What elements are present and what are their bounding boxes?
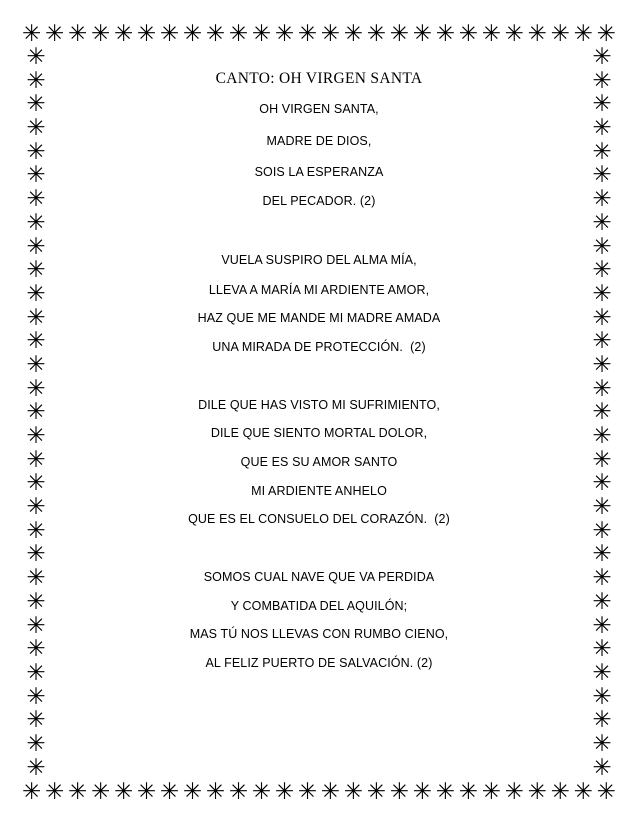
asterisk-star-icon: ✳ bbox=[205, 20, 226, 47]
asterisk-star-icon: ✳ bbox=[592, 209, 612, 236]
lyric-line: SOMOS CUAL NAVE QUE VA PERDIDA bbox=[203, 570, 435, 584]
asterisk-star-icon: ✳ bbox=[596, 778, 616, 805]
asterisk-star-icon: ✳ bbox=[182, 778, 203, 805]
asterisk-star-icon: ✳ bbox=[592, 588, 612, 615]
asterisk-star-icon: ✳ bbox=[26, 375, 46, 402]
asterisk-star-icon: ✳ bbox=[412, 778, 433, 805]
asterisk-star-icon: ✳ bbox=[527, 20, 547, 47]
asterisk-star-icon: ✳ bbox=[44, 778, 65, 805]
asterisk-star-icon: ✳ bbox=[22, 20, 42, 47]
asterisk-star-icon: ✳ bbox=[592, 280, 612, 307]
asterisk-star-icon: ✳ bbox=[592, 612, 612, 639]
asterisk-star-icon: ✳ bbox=[592, 423, 612, 449]
asterisk-star-icon: ✳ bbox=[592, 44, 612, 70]
asterisk-star-icon: ✳ bbox=[592, 470, 612, 497]
asterisk-star-icon: ✳ bbox=[592, 659, 612, 686]
asterisk-star-icon: ✳ bbox=[26, 399, 46, 426]
asterisk-star-icon: ✳ bbox=[435, 20, 455, 47]
asterisk-star-icon: ✳ bbox=[592, 565, 612, 592]
asterisk-star-icon: ✳ bbox=[366, 20, 387, 47]
lyric-line: DILE QUE SIENTO MORTAL DOLOR, bbox=[210, 426, 428, 440]
asterisk-star-icon: ✳ bbox=[592, 67, 612, 94]
asterisk-star-icon: ✳ bbox=[527, 778, 547, 805]
asterisk-star-icon: ✳ bbox=[592, 399, 612, 426]
asterisk-star-icon: ✳ bbox=[26, 659, 46, 686]
asterisk-star-icon: ✳ bbox=[504, 778, 524, 805]
asterisk-star-icon: ✳ bbox=[592, 707, 612, 734]
asterisk-star-icon: ✳ bbox=[26, 162, 46, 189]
asterisk-star-icon: ✳ bbox=[458, 20, 478, 47]
asterisk-star-icon: ✳ bbox=[274, 778, 295, 805]
asterisk-star-icon: ✳ bbox=[26, 91, 46, 118]
asterisk-star-icon: ✳ bbox=[26, 328, 46, 355]
asterisk-star-icon: ✳ bbox=[592, 304, 612, 331]
asterisk-star-icon: ✳ bbox=[113, 20, 134, 47]
asterisk-star-icon: ✳ bbox=[592, 115, 612, 142]
lyric-line: LLEVA A MARÍA MI ARDIENTE AMOR, bbox=[208, 283, 430, 297]
asterisk-star-icon: ✳ bbox=[26, 517, 46, 544]
asterisk-star-icon: ✳ bbox=[504, 20, 524, 47]
asterisk-star-icon: ✳ bbox=[592, 494, 612, 521]
asterisk-star-icon: ✳ bbox=[592, 186, 612, 213]
asterisk-star-icon: ✳ bbox=[159, 20, 180, 47]
asterisk-star-icon: ✳ bbox=[366, 778, 387, 805]
asterisk-star-icon: ✳ bbox=[182, 20, 203, 47]
asterisk-star-icon: ✳ bbox=[136, 778, 157, 805]
asterisk-star-icon: ✳ bbox=[228, 778, 249, 805]
asterisk-star-icon: ✳ bbox=[26, 209, 46, 236]
asterisk-star-icon: ✳ bbox=[228, 20, 249, 47]
asterisk-star-icon: ✳ bbox=[592, 138, 612, 165]
asterisk-star-icon: ✳ bbox=[592, 375, 612, 402]
asterisk-star-icon: ✳ bbox=[320, 778, 341, 805]
asterisk-star-icon: ✳ bbox=[205, 778, 226, 805]
asterisk-star-icon: ✳ bbox=[26, 541, 46, 568]
asterisk-star-icon: ✳ bbox=[592, 91, 612, 118]
lyric-line: MI ARDIENTE ANHELO bbox=[251, 484, 387, 498]
lyric-line: UNA MIRADA DE PROTECCIÓN. (2) bbox=[212, 340, 426, 354]
asterisk-star-icon: ✳ bbox=[67, 20, 88, 47]
asterisk-star-icon: ✳ bbox=[592, 162, 612, 189]
asterisk-star-icon: ✳ bbox=[26, 612, 46, 639]
lyric-line: VUELA SUSPIRO DEL ALMA MÍA, bbox=[221, 253, 417, 267]
border-bottom bbox=[22, 778, 616, 806]
asterisk-star-icon: ✳ bbox=[26, 115, 46, 142]
asterisk-star-icon: ✳ bbox=[592, 754, 612, 781]
lyric-line: QUE ES EL CONSUELO DEL CORAZÓN. (2) bbox=[188, 512, 450, 526]
asterisk-star-icon: ✳ bbox=[67, 778, 88, 805]
asterisk-star-icon: ✳ bbox=[481, 778, 501, 805]
asterisk-star-icon: ✳ bbox=[251, 20, 272, 47]
asterisk-star-icon: ✳ bbox=[592, 517, 612, 544]
asterisk-star-icon: ✳ bbox=[26, 233, 46, 260]
asterisk-star-icon: ✳ bbox=[26, 588, 46, 615]
asterisk-star-icon: ✳ bbox=[592, 683, 612, 710]
asterisk-star-icon: ✳ bbox=[26, 280, 46, 307]
asterisk-star-icon: ✳ bbox=[26, 351, 46, 378]
lyric-line: Y COMBATIDA DEL AQUILÓN; bbox=[230, 599, 408, 613]
asterisk-star-icon: ✳ bbox=[26, 304, 46, 331]
asterisk-star-icon: ✳ bbox=[550, 778, 570, 805]
lyric-line: SOIS LA ESPERANZA bbox=[254, 165, 384, 179]
border-top bbox=[22, 20, 616, 48]
asterisk-star-icon: ✳ bbox=[274, 20, 295, 47]
asterisk-star-icon: ✳ bbox=[26, 44, 46, 70]
lyric-line: QUE ES SU AMOR SANTO bbox=[240, 455, 398, 469]
asterisk-star-icon: ✳ bbox=[592, 541, 612, 568]
asterisk-star-icon: ✳ bbox=[592, 233, 612, 260]
asterisk-star-icon: ✳ bbox=[26, 138, 46, 165]
asterisk-star-icon: ✳ bbox=[26, 683, 46, 710]
asterisk-star-icon: ✳ bbox=[26, 636, 46, 663]
asterisk-star-icon: ✳ bbox=[596, 20, 616, 47]
asterisk-star-icon: ✳ bbox=[435, 778, 455, 805]
asterisk-star-icon: ✳ bbox=[481, 20, 501, 47]
asterisk-star-icon: ✳ bbox=[343, 778, 364, 805]
lyric-line: OH VIRGEN SANTA, bbox=[259, 102, 379, 116]
asterisk-star-icon: ✳ bbox=[90, 20, 111, 47]
asterisk-star-icon: ✳ bbox=[26, 423, 46, 449]
asterisk-star-icon: ✳ bbox=[592, 351, 612, 378]
asterisk-star-icon: ✳ bbox=[573, 778, 593, 805]
asterisk-star-icon: ✳ bbox=[592, 730, 612, 757]
asterisk-star-icon: ✳ bbox=[26, 470, 46, 497]
asterisk-star-icon: ✳ bbox=[113, 778, 134, 805]
asterisk-star-icon: ✳ bbox=[592, 257, 612, 284]
asterisk-star-icon: ✳ bbox=[26, 446, 46, 473]
asterisk-star-icon: ✳ bbox=[550, 20, 570, 47]
asterisk-star-icon: ✳ bbox=[26, 67, 46, 94]
lyric-line: DILE QUE HAS VISTO MI SUFRIMIENTO, bbox=[198, 398, 440, 412]
asterisk-star-icon: ✳ bbox=[297, 778, 318, 805]
asterisk-star-icon: ✳ bbox=[26, 257, 46, 284]
lyric-line: MAS TÚ NOS LLEVAS CON RUMBO CIENO, bbox=[189, 627, 449, 641]
asterisk-star-icon: ✳ bbox=[22, 778, 42, 805]
asterisk-star-icon: ✳ bbox=[412, 20, 433, 47]
lyric-line: HAZ QUE ME MANDE MI MADRE AMADA bbox=[197, 311, 441, 325]
asterisk-star-icon: ✳ bbox=[26, 754, 46, 781]
asterisk-star-icon: ✳ bbox=[573, 20, 593, 47]
asterisk-star-icon: ✳ bbox=[592, 636, 612, 663]
asterisk-star-icon: ✳ bbox=[251, 778, 272, 805]
asterisk-star-icon: ✳ bbox=[26, 565, 46, 592]
song-title: CANTO: OH VIRGEN SANTA bbox=[215, 70, 423, 87]
asterisk-star-icon: ✳ bbox=[389, 20, 410, 47]
lyric-line: DEL PECADOR. (2) bbox=[262, 194, 376, 208]
asterisk-star-icon: ✳ bbox=[592, 328, 612, 355]
asterisk-star-icon: ✳ bbox=[320, 20, 341, 47]
asterisk-star-icon: ✳ bbox=[159, 778, 180, 805]
asterisk-star-icon: ✳ bbox=[90, 778, 111, 805]
asterisk-star-icon: ✳ bbox=[458, 778, 478, 805]
asterisk-star-icon: ✳ bbox=[26, 730, 46, 757]
asterisk-star-icon: ✳ bbox=[44, 20, 65, 47]
asterisk-star-icon: ✳ bbox=[136, 20, 157, 47]
asterisk-star-icon: ✳ bbox=[389, 778, 410, 805]
asterisk-star-icon: ✳ bbox=[592, 446, 612, 473]
asterisk-star-icon: ✳ bbox=[26, 707, 46, 734]
asterisk-star-icon: ✳ bbox=[343, 20, 364, 47]
lyric-line: AL FELIZ PUERTO DE SALVACIÓN. (2) bbox=[205, 656, 433, 670]
asterisk-star-icon: ✳ bbox=[26, 186, 46, 213]
asterisk-star-icon: ✳ bbox=[297, 20, 318, 47]
asterisk-star-icon: ✳ bbox=[26, 494, 46, 521]
lyric-line: MADRE DE DIOS, bbox=[266, 134, 372, 148]
